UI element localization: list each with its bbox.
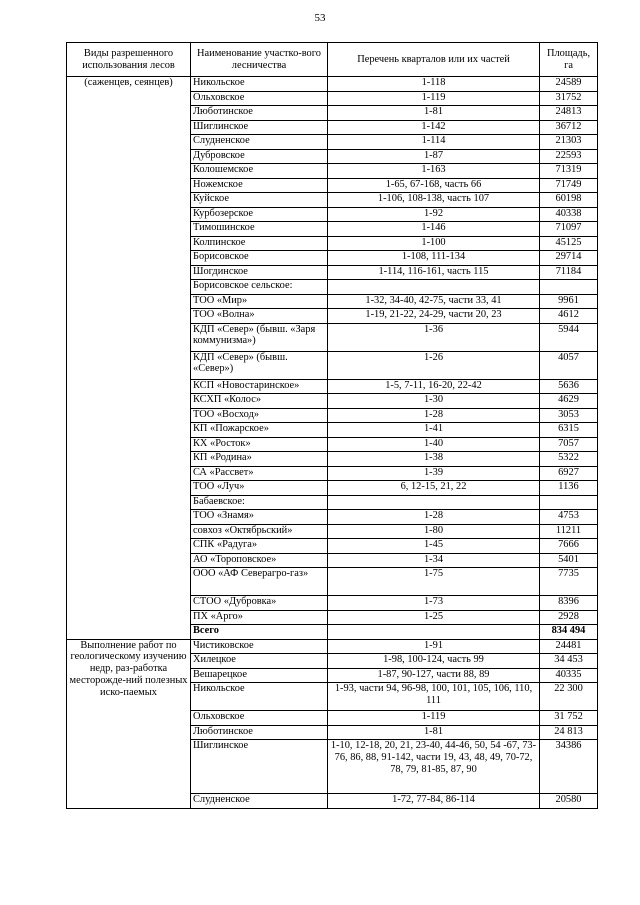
quarters-cell: 1-146 bbox=[328, 222, 540, 237]
forestry-name-cell: ТОО «Луч» bbox=[191, 481, 328, 496]
forestry-name-cell: КХ «Росток» bbox=[191, 437, 328, 452]
page-number: 53 bbox=[314, 12, 326, 24]
forestry-name-cell: Хилецкое bbox=[191, 654, 328, 669]
forestry-name-cell: Люботинское bbox=[191, 106, 328, 121]
forestry-name-cell: АО «Тороповское» bbox=[191, 553, 328, 568]
area-cell: 71319 bbox=[540, 164, 598, 179]
area-cell bbox=[540, 280, 598, 295]
table-body bbox=[67, 77, 598, 809]
forestry-name-cell: КСП «Новостаринское» bbox=[191, 379, 328, 394]
area-cell: 6927 bbox=[540, 466, 598, 481]
quarters-cell: 1-100 bbox=[328, 236, 540, 251]
area-cell: 22 300 bbox=[540, 683, 598, 711]
quarters-cell bbox=[328, 495, 540, 510]
area-cell: 31752 bbox=[540, 91, 598, 106]
quarters-cell: 1-45 bbox=[328, 539, 540, 554]
quarters-cell: 1-75 bbox=[328, 568, 540, 596]
area-cell: 7057 bbox=[540, 437, 598, 452]
forestry-name-cell: ТОО «Знамя» bbox=[191, 510, 328, 525]
quarters-cell: 1-87, 90-127, части 88, 89 bbox=[328, 668, 540, 683]
quarters-cell: 1-32, 34-40, 42-75, части 33, 41 bbox=[328, 294, 540, 309]
area-cell: 24 813 bbox=[540, 725, 598, 740]
quarters-cell: 1-28 bbox=[328, 408, 540, 423]
area-cell: 29714 bbox=[540, 251, 598, 266]
forestry-name-cell: Курбозерское bbox=[191, 207, 328, 222]
area-cell: 24813 bbox=[540, 106, 598, 121]
area-cell: 36712 bbox=[540, 120, 598, 135]
header-forestry: Наименование участко-вого лесничества bbox=[191, 43, 328, 77]
area-cell: 22593 bbox=[540, 149, 598, 164]
area-cell: 24481 bbox=[540, 639, 598, 654]
quarters-cell: 1-114, 116-161, часть 115 bbox=[328, 265, 540, 280]
forestry-name-cell: Шиглинское bbox=[191, 120, 328, 135]
header-quarters: Перечень кварталов или их частей bbox=[328, 43, 540, 77]
area-cell: 7666 bbox=[540, 539, 598, 554]
quarters-cell: 1-72, 77-84, 86-114 bbox=[328, 794, 540, 809]
area-cell: 5322 bbox=[540, 452, 598, 467]
forestry-name-cell: Чистиковское bbox=[191, 639, 328, 654]
area-cell: 71097 bbox=[540, 222, 598, 237]
total-quarters-empty bbox=[328, 625, 540, 640]
forestry-name-cell: ПХ «Арго» bbox=[191, 610, 328, 625]
forestry-name-cell: Ножемское bbox=[191, 178, 328, 193]
forestry-name-cell: Шогдинское bbox=[191, 265, 328, 280]
use-type-cell: (саженцев, сеянцев) bbox=[67, 77, 191, 640]
quarters-cell: 1-65, 67-168, часть 66 bbox=[328, 178, 540, 193]
quarters-cell: 1-39 bbox=[328, 466, 540, 481]
area-cell: 1136 bbox=[540, 481, 598, 496]
area-cell bbox=[540, 495, 598, 510]
quarters-cell: 1-30 bbox=[328, 394, 540, 409]
forestry-name-cell: ТОО «Мир» bbox=[191, 294, 328, 309]
area-cell: 5636 bbox=[540, 379, 598, 394]
quarters-cell: 6, 12-15, 21, 22 bbox=[328, 481, 540, 496]
area-cell: 34 453 bbox=[540, 654, 598, 669]
area-cell: 60198 bbox=[540, 193, 598, 208]
area-cell: 21303 bbox=[540, 135, 598, 150]
quarters-cell: 1-93, части 94, 96-98, 100, 101, 105, 106, 110, 111 bbox=[328, 683, 540, 711]
quarters-cell: 1-28 bbox=[328, 510, 540, 525]
forestry-name-cell: Ольховское bbox=[191, 711, 328, 726]
quarters-cell: 1-119 bbox=[328, 91, 540, 106]
quarters-cell: 1-38 bbox=[328, 452, 540, 467]
area-cell: 20580 bbox=[540, 794, 598, 809]
area-cell: 7735 bbox=[540, 568, 598, 596]
forestry-name-cell: Дубровское bbox=[191, 149, 328, 164]
forestry-name-cell: Колпинское bbox=[191, 236, 328, 251]
table-row bbox=[67, 639, 598, 654]
forestry-name-cell: ТОО «Восход» bbox=[191, 408, 328, 423]
forestry-name-cell: Ольховское bbox=[191, 91, 328, 106]
quarters-cell: 1-98, 100-124, часть 99 bbox=[328, 654, 540, 669]
area-cell: 24589 bbox=[540, 77, 598, 92]
quarters-cell: 1-34 bbox=[328, 553, 540, 568]
use-type-cell: Выполнение работ по геологическому изучению недр, раз-работка месторожде-ний полезных иско-паемых bbox=[67, 639, 191, 808]
area-cell: 40335 bbox=[540, 668, 598, 683]
area-cell: 5944 bbox=[540, 323, 598, 351]
forestry-name-cell: КДП «Север» (бывш. «Север») bbox=[191, 351, 328, 379]
header-use-type: Виды разрешенного использования лесов bbox=[67, 43, 191, 77]
forestry-name-cell: Вешарецкое bbox=[191, 668, 328, 683]
forestry-name-cell: Слудненское bbox=[191, 135, 328, 150]
forestry-name-cell: Борисовское сельское: bbox=[191, 280, 328, 295]
quarters-cell: 1-163 bbox=[328, 164, 540, 179]
total-area: 834 494 bbox=[540, 625, 598, 640]
area-cell: 3053 bbox=[540, 408, 598, 423]
quarters-cell: 1-91 bbox=[328, 639, 540, 654]
forestry-name-cell: Никольское bbox=[191, 77, 328, 92]
quarters-cell: 1-10, 12-18, 20, 21, 23-40, 44-46, 50, 54 -67, 73-76, 86, 88, 91-142, части 19, 43, 48, 49, 70-72, 78, 79, 81-85, 87, 90 bbox=[328, 740, 540, 794]
quarters-cell: 1-73 bbox=[328, 596, 540, 611]
forestry-name-cell: КП «Пожарское» bbox=[191, 423, 328, 438]
forestry-name-cell: Куйское bbox=[191, 193, 328, 208]
quarters-cell: 1-142 bbox=[328, 120, 540, 135]
quarters-cell: 1-26 bbox=[328, 351, 540, 379]
forestry-name-cell: ТОО «Волна» bbox=[191, 309, 328, 324]
forestry-name-cell: Шиглинское bbox=[191, 740, 328, 794]
area-cell: 11211 bbox=[540, 524, 598, 539]
area-cell: 5401 bbox=[540, 553, 598, 568]
quarters-cell: 1-5, 7-11, 16-20, 22-42 bbox=[328, 379, 540, 394]
forestry-name-cell: ООО «АФ Северагро-газ» bbox=[191, 568, 328, 596]
quarters-cell: 1-106, 108-138, часть 107 bbox=[328, 193, 540, 208]
forestry-name-cell: Слудненское bbox=[191, 794, 328, 809]
forestry-name-cell: Тимошинское bbox=[191, 222, 328, 237]
area-cell: 31 752 bbox=[540, 711, 598, 726]
area-cell: 9961 bbox=[540, 294, 598, 309]
quarters-cell: 1-87 bbox=[328, 149, 540, 164]
forestry-name-cell: СА «Рассвет» bbox=[191, 466, 328, 481]
area-cell: 2928 bbox=[540, 610, 598, 625]
table-header-row bbox=[67, 43, 598, 77]
quarters-cell: 1-108, 111-134 bbox=[328, 251, 540, 266]
area-cell: 8396 bbox=[540, 596, 598, 611]
quarters-cell: 1-25 bbox=[328, 610, 540, 625]
area-cell: 6315 bbox=[540, 423, 598, 438]
forestry-name-cell: Колошемское bbox=[191, 164, 328, 179]
area-cell: 40338 bbox=[540, 207, 598, 222]
quarters-cell: 1-92 bbox=[328, 207, 540, 222]
header-area: Площадь, га bbox=[540, 43, 598, 77]
quarters-cell: 1-19, 21-22, 24-29, части 20, 23 bbox=[328, 309, 540, 324]
quarters-cell: 1-81 bbox=[328, 725, 540, 740]
area-cell: 4612 bbox=[540, 309, 598, 324]
quarters-cell: 1-40 bbox=[328, 437, 540, 452]
quarters-cell: 1-81 bbox=[328, 106, 540, 121]
area-cell: 71749 bbox=[540, 178, 598, 193]
forestry-name-cell: СТОО «Дубровка» bbox=[191, 596, 328, 611]
forestry-name-cell: Борисовское bbox=[191, 251, 328, 266]
quarters-cell: 1-41 bbox=[328, 423, 540, 438]
forest-use-table bbox=[66, 42, 598, 809]
area-cell: 71184 bbox=[540, 265, 598, 280]
forestry-name-cell: совхоз «Октябрьский» bbox=[191, 524, 328, 539]
quarters-cell: 1-114 bbox=[328, 135, 540, 150]
quarters-cell: 1-36 bbox=[328, 323, 540, 351]
area-cell: 34386 bbox=[540, 740, 598, 794]
quarters-cell: 1-119 bbox=[328, 711, 540, 726]
area-cell: 4057 bbox=[540, 351, 598, 379]
area-cell: 4629 bbox=[540, 394, 598, 409]
quarters-cell bbox=[328, 280, 540, 295]
total-label: Всего bbox=[191, 625, 328, 640]
forestry-name-cell: КДП «Север» (бывш. «Заря коммунизма») bbox=[191, 323, 328, 351]
forestry-name-cell: СПК «Радуга» bbox=[191, 539, 328, 554]
forestry-name-cell: Бабаевское: bbox=[191, 495, 328, 510]
table-row bbox=[67, 77, 598, 92]
forestry-name-cell: КСХП «Колос» bbox=[191, 394, 328, 409]
quarters-cell: 1-80 bbox=[328, 524, 540, 539]
forestry-name-cell: Никольское bbox=[191, 683, 328, 711]
forestry-name-cell: КП «Родина» bbox=[191, 452, 328, 467]
forestry-name-cell: Люботинское bbox=[191, 725, 328, 740]
area-cell: 45125 bbox=[540, 236, 598, 251]
quarters-cell: 1-118 bbox=[328, 77, 540, 92]
area-cell: 4753 bbox=[540, 510, 598, 525]
